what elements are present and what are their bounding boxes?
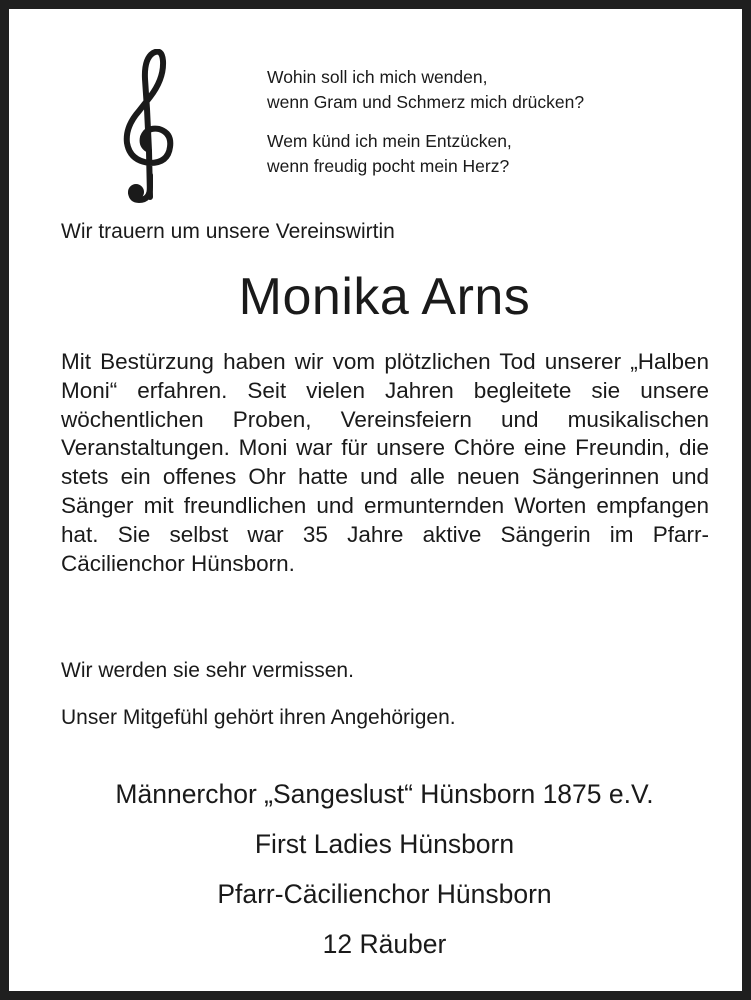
poem-line: Wem künd ich mein Entzücken, bbox=[267, 131, 512, 151]
signer: First Ladies Hünsborn bbox=[254, 829, 515, 859]
closing-line-miss: Wir werden sie sehr vermissen. bbox=[61, 659, 354, 682]
treble-clef-icon bbox=[117, 49, 187, 203]
poem-stanza bbox=[267, 129, 584, 179]
poem-line: Wohin soll ich mich wenden, bbox=[267, 67, 488, 87]
poem bbox=[267, 65, 584, 179]
signer: 12 Räuber bbox=[322, 929, 447, 959]
poem-line: wenn Gram und Schmerz mich drücken? bbox=[267, 92, 585, 112]
mourning-intro: Wir trauern um unsere Vereinswirtin bbox=[61, 220, 395, 243]
tribute-text: Mit Bestürzung haben wir vom plötzlichen Tod unserer „Halben Moni“ erfahren. Seit vielen Jahren begleitete sie unsere wöchentlichen Proben, Vereinsfeiern und musikalischen Veranstaltungen. Moni war für unsere Chöre eine Freundin, die stets ein offenes Ohr hatte und alle neuen Sängerinnen und Sänger mit freundlichen und ermunternden Worten empfangen hat. Sie selbst war 35 Jahre aktive Sängerin im Pfarr-Cäcilienchor Hünsborn. bbox=[61, 349, 709, 576]
poem-stanza bbox=[267, 65, 584, 115]
deceased-name: Monika Arns bbox=[238, 268, 531, 326]
signer: Pfarr-Cäcilienchor Hünsborn bbox=[217, 879, 552, 909]
closing-line-condolence: Unser Mitgefühl gehört ihren Angehörigen. bbox=[61, 706, 456, 729]
signer-list bbox=[9, 769, 751, 969]
poem-line: wenn freudig pocht mein Herz? bbox=[267, 156, 510, 176]
signer: Männerchor „Sangeslust“ Hünsborn 1875 e.V. bbox=[115, 779, 654, 809]
